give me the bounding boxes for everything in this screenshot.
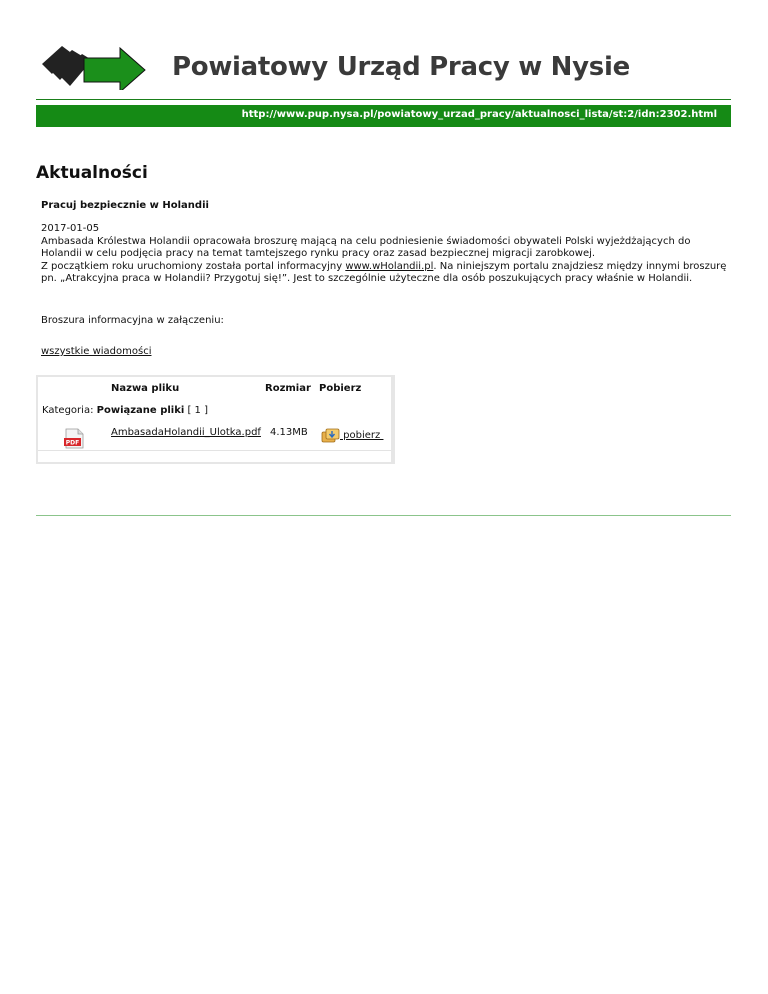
- footer-divider: [36, 515, 731, 516]
- file-size: 4.13MB: [270, 427, 308, 438]
- article-date: 2017-01-05: [41, 223, 100, 234]
- download-icon[interactable]: [321, 427, 341, 443]
- file-category: Kategoria: Powiązane pliki [ 1 ]: [42, 405, 208, 416]
- article-body: [41, 223, 731, 286]
- page-title: Aktualności: [36, 163, 148, 183]
- table-row-divider: [38, 450, 391, 451]
- page-url: http://www.pup.nysa.pl/powiatowy_urzad_pracy/aktualnosci_lista/st:2/idn:2302.html: [241, 109, 717, 120]
- portal-link[interactable]: www.wHolandii.pl: [345, 260, 434, 272]
- header-download: Pobierz: [319, 383, 362, 394]
- header-divider: [36, 99, 731, 100]
- all-news-link[interactable]: wszystkie wiadomości: [41, 346, 152, 357]
- category-name: Powiązane pliki: [96, 405, 185, 416]
- logo-arrow-icon: [40, 40, 150, 90]
- url-bar: [36, 105, 731, 127]
- download-link[interactable]: pobierz: [340, 430, 384, 441]
- article-paragraph-1: Ambasada Królestwa Holandii opracowała broszurę mającą na celu podniesienie świadomości obywateli Polski wyjeżdżających do Holandii w celu podjęcia pracy na temat tamtejszego rynku pracy oraz zasad bezpiecznej migracji zarobkowej.: [41, 235, 691, 260]
- pdf-icon: [63, 428, 85, 449]
- file-name-link[interactable]: AmbasadaHolandii_Ulotka.pdf: [111, 427, 261, 438]
- attachment-intro: Broszura informacyjna w załączeniu:: [41, 315, 224, 326]
- svg-text:PDF: PDF: [65, 439, 80, 447]
- site-title: Powiatowy Urząd Pracy w Nysie: [172, 52, 630, 82]
- header-filename: Nazwa pliku: [111, 383, 180, 394]
- article-paragraph-2: Z początkiem roku uruchomiony została portal informacyjny www.wHolandii.pl. Na niniejszym portalu znajdziesz między innymi broszurę pn. „Atrakcyjna praca w Holandii? Przygotuj się!”. Jest to szczególnie użyteczne dla osób poszukujących pracy właśnie w Holandii.: [41, 260, 727, 285]
- files-table: [36, 375, 395, 464]
- header-size: Rozmiar: [265, 383, 311, 394]
- article-title: Pracuj bezpiecznie w Holandii: [41, 200, 209, 211]
